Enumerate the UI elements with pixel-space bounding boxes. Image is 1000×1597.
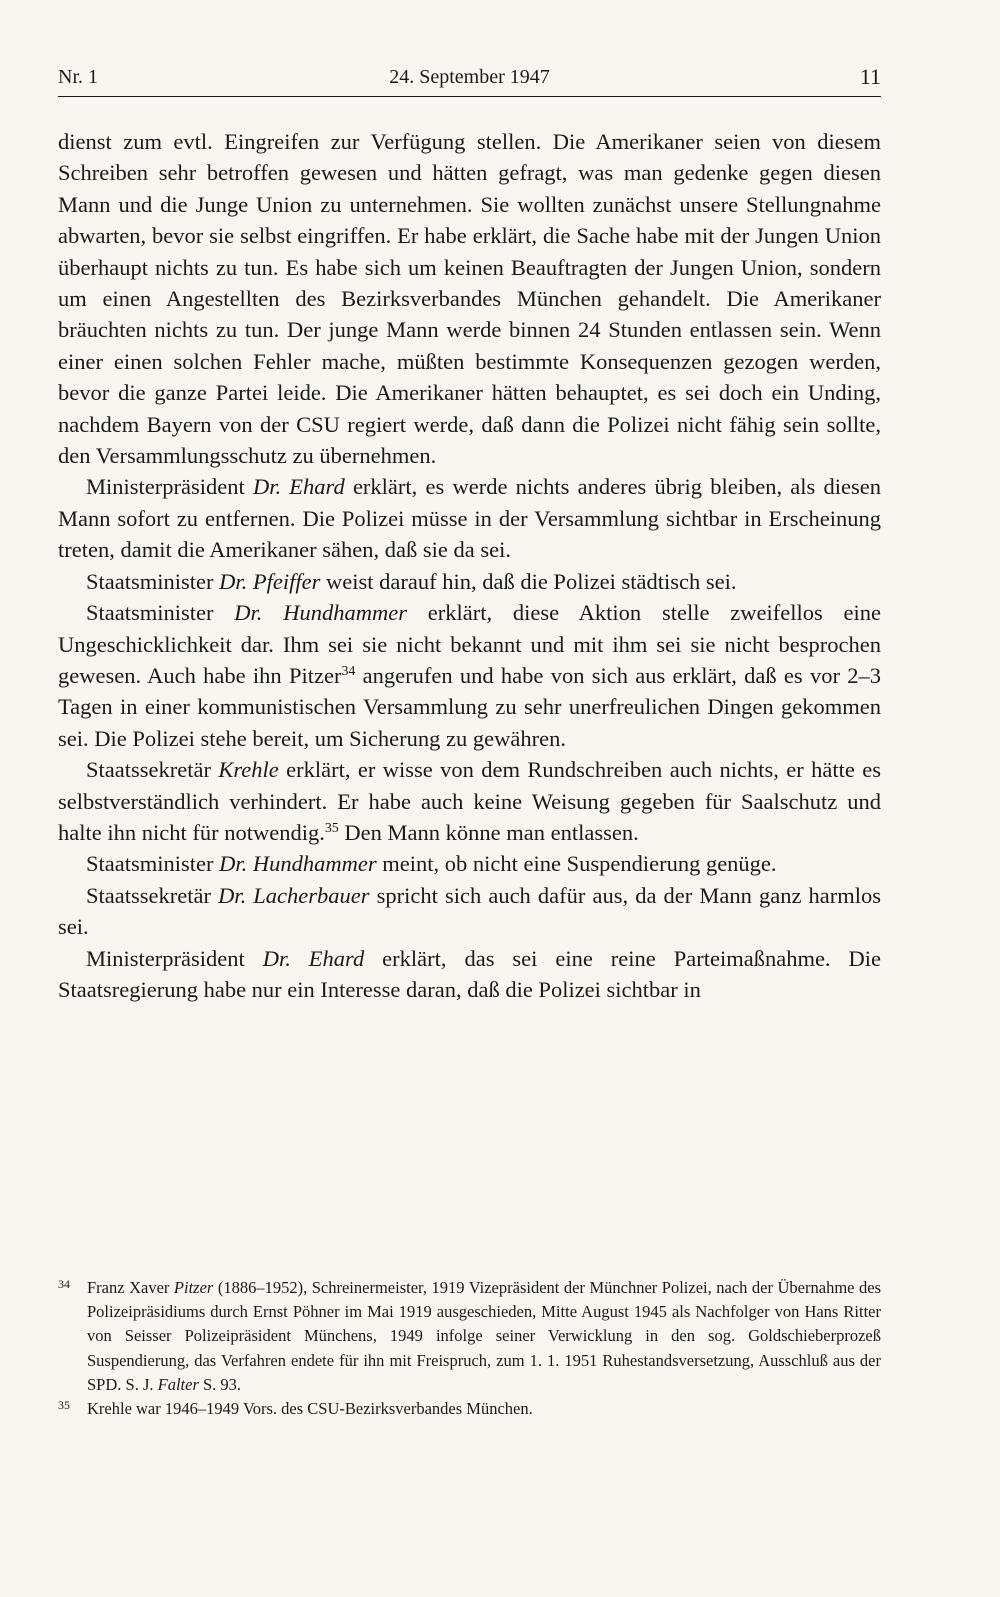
speaker-title: Staatsminister	[86, 568, 214, 594]
footnote-ref-34[interactable]: 34	[341, 664, 356, 680]
footnote-ref-35[interactable]: 35	[324, 821, 339, 837]
paragraph-text: erklärt, es werde nichts anderes übrig bleiben, als diesen Mann sofort zu entfernen. Die Polizei müsse in der Versammlung sichtbar in Erscheinung treten, damit die Amerikaner sähen, daß sie da sei.	[58, 474, 881, 563]
minutes-body	[58, 126, 881, 1005]
paragraph-text: erklärt, er wisse von dem Rundschreiben auch nichts, er hätte es selbstverständlich verhindert. Er habe auch keine Weisung gegeben für Saalschutz und halte ihn nicht für notwendig.	[58, 757, 882, 845]
speaker-name: Dr. Lacherbauer	[218, 882, 370, 908]
header-rule	[58, 96, 881, 97]
footnotes	[58, 1276, 881, 1421]
footnote-person-name: Pitzer	[173, 1278, 214, 1297]
footnote-text: S. 93.	[198, 1374, 242, 1394]
footnote-35	[58, 1397, 881, 1421]
footnote-reference-name: Falter	[157, 1374, 199, 1394]
session-date: 24. September 1947	[389, 66, 550, 88]
paragraph-ehard-1	[58, 471, 881, 565]
footnote-number: 35	[58, 1398, 70, 1413]
speaker-name: Dr. Ehard	[252, 474, 345, 500]
document-page	[58, 0, 881, 1597]
speaker-title: Staatssekretär	[86, 757, 211, 783]
footnote-number: 34	[58, 1277, 70, 1291]
footnote-text: Franz Xaver	[87, 1278, 174, 1297]
speaker-title: Ministerpräsident	[86, 945, 245, 971]
running-head	[58, 62, 881, 92]
paragraph-text: meint, ob nicht eine Suspendierung genüge.	[376, 851, 777, 877]
speaker-title: Ministerpräsident	[86, 474, 245, 500]
paragraph-text: erklärt, das sei eine reine Parteimaßnahme. Die Staatsregierung habe nur ein Interesse daran, daß die Polizei sichtbar in	[58, 945, 881, 1002]
paragraph-pfeiffer	[58, 566, 881, 597]
paragraph-continuation: dienst zum evtl. Eingreifen zur Verfügung stellen. Die Amerikaner seien von diesem Schreiben sehr betroffen gewesen und hätten gefragt, was man gedenke gegen diesen Mann und die Junge Union zu unternehmen. Sie wollten zunächst unsere Stellungnahme abwarten, bevor sie selbst eingriffen. Er habe erklärt, die Sache habe mit der Jungen Union überhaupt nichts zu tun. Es habe sich um keinen Beauftragten der Jungen Union, sondern um einen Angestellten des Bezirksverbandes München gehandelt. Die Amerikaner bräuchten nichts zu tun. Der junge Mann werde binnen 24 Stunden entlassen sein. Wenn einer einen solchen Fehler mache, müßten bestimmte Konsequenzen gezogen werden, bevor die ganze Partei leide. Die Amerikaner hätten behauptet, es sei doch ein Unding, nachdem Bayern von der CSU regiert werde, daß dann die Polizei nicht fähig sein sollte, den Versammlungsschutz zu übernehmen.	[58, 129, 881, 469]
speaker-name: Dr. Ehard	[262, 945, 365, 971]
speaker-name: Dr. Hundhammer	[234, 600, 407, 626]
footnote-text: (1886–1952), Schreinermeister, 1919 Vizepräsident der Münchner Polizei, nach der Übernahme des Polizeipräsidiums durch Ernst Pöhner im Mai 1919 ausgeschieden, Mitte August 1945 als Nachfolger von Hans Ritter von Seisser Polizeipräsident Münchens, 1949 infolge seiner Verwicklung in den sog. Goldschieberprozeß Suspendierung, das Verfahren endete für ihn mit Freispruch, zum 1. 1. 1951 Ruhestandsversetzung, Ausschluß aus der SPD. S. J.	[87, 1278, 881, 1394]
speaker-title: Staatsminister	[86, 600, 214, 626]
paragraph-ehard-2	[58, 943, 881, 1006]
speaker-title: Staatsminister	[86, 851, 214, 877]
speaker-title: Staatssekretär	[86, 882, 211, 908]
paragraph-hundhammer-1	[58, 597, 881, 754]
paragraph-text: angerufen und habe von sich aus erklärt, daß es vor 2–3 Tagen in einer kommunistischen Versammlung zu sehr unerfreulichen Dingen gekommen sei. Die Polizei stehe bereit, um Sicherung zu gewähren.	[58, 662, 881, 751]
speaker-name: Krehle	[218, 757, 279, 783]
page-number: 11	[859, 64, 881, 89]
paragraph-hundhammer-2	[58, 848, 881, 879]
issue-number: Nr. 1	[58, 66, 98, 88]
footnote-34	[58, 1276, 881, 1397]
paragraph-text: weist darauf hin, daß die Polizei städtisch sei.	[320, 568, 737, 594]
paragraph-text: erklärt, diese Aktion stelle zweifellos eine Ungeschicklichkeit dar. Ihm sei sie nicht bekannt und mit ihm sei sie nicht besprochen gewesen. Auch habe ihn Pitzer	[58, 600, 881, 688]
speaker-name: Dr. Hundhammer	[219, 851, 377, 877]
footnote-text: Krehle war 1946–1949 Vors. des CSU-Bezirksverbandes München.	[87, 1399, 533, 1419]
paragraph-text: Den Mann könne man entlassen.	[338, 819, 639, 845]
paragraph-krehle	[58, 754, 881, 848]
paragraph-lacherbauer	[58, 880, 881, 943]
speaker-name: Dr. Pfeiffer	[219, 568, 321, 594]
paragraph-text: spricht sich auch dafür aus, da der Mann ganz harmlos sei.	[58, 882, 882, 940]
